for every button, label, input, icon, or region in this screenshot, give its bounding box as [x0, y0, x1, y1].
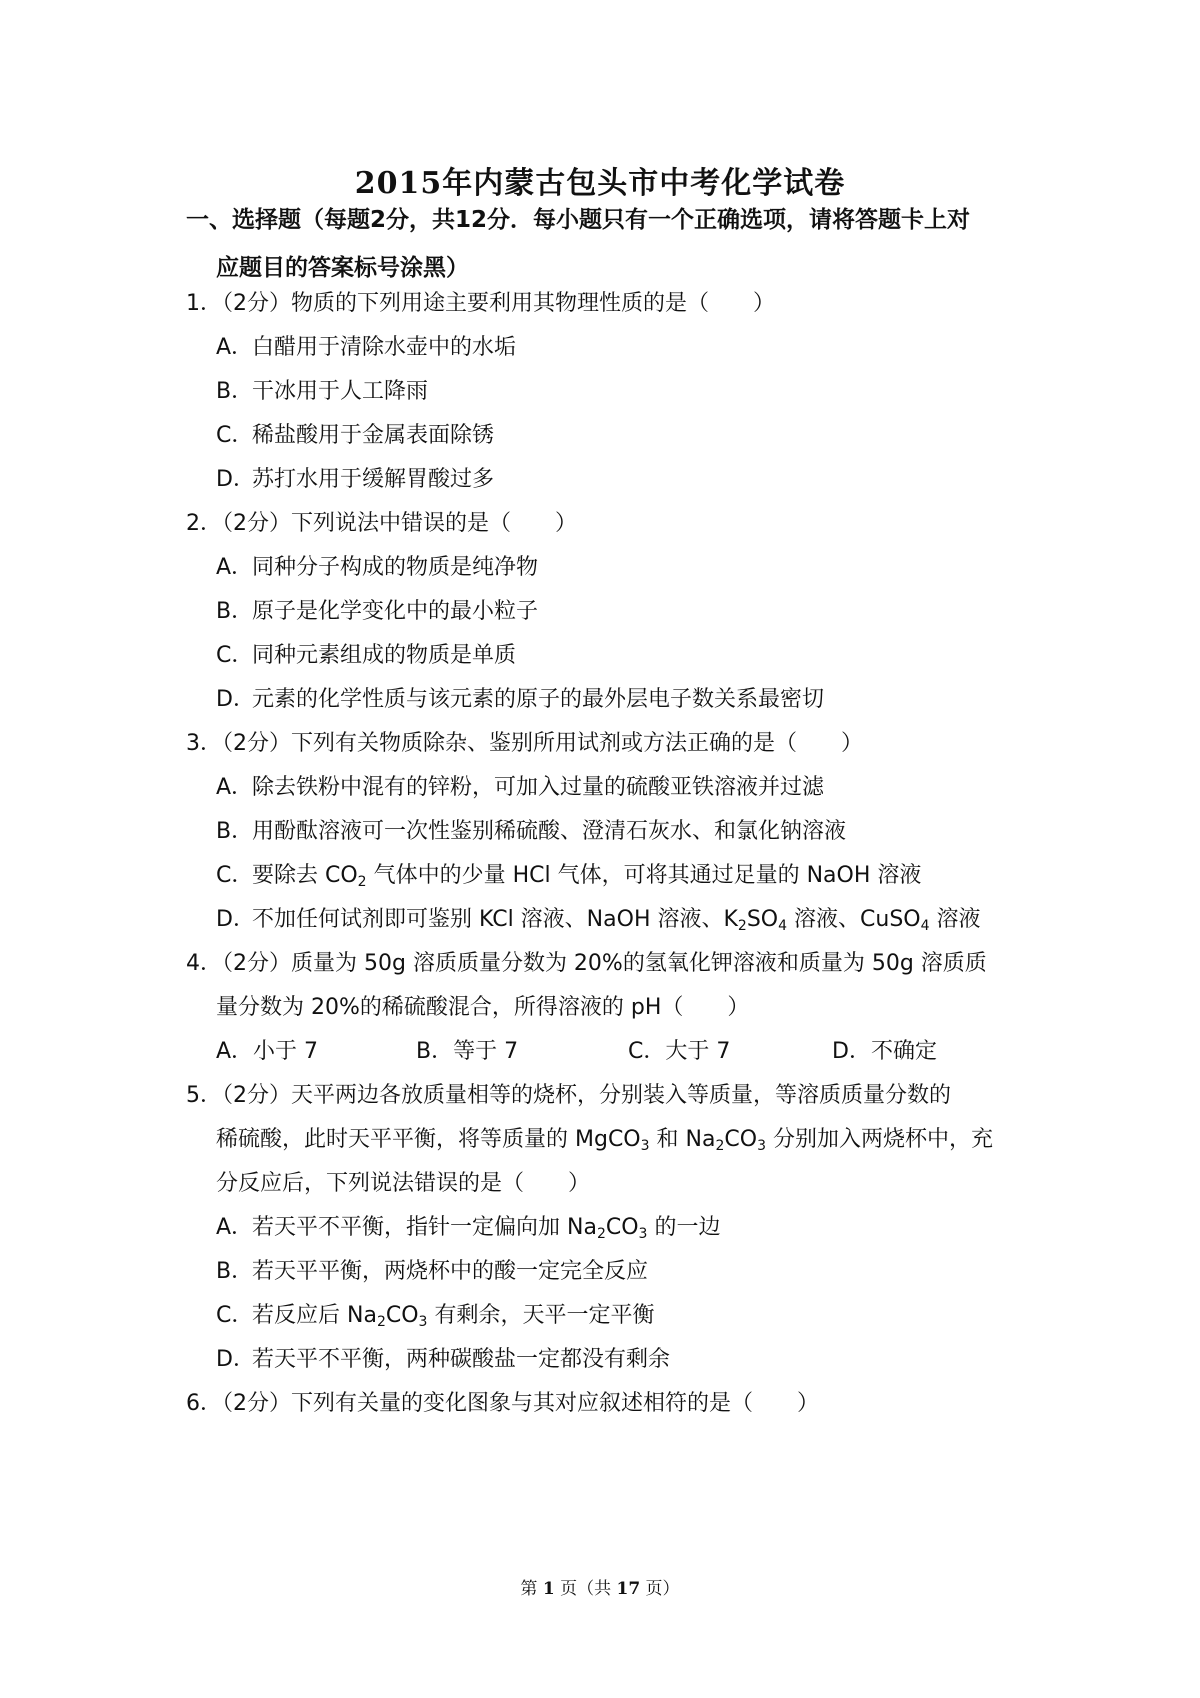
- section-heading: [186, 196, 1046, 292]
- question-4-option-a: A．小于 7: [216, 1039, 319, 1064]
- option-label: D．: [216, 467, 255, 492]
- option-label: A．: [216, 775, 254, 800]
- question-2-option-a: [216, 550, 538, 581]
- option-text: 白醋用于清除水壶中的水垢: [252, 335, 517, 360]
- option-label: D．: [216, 687, 255, 712]
- option-text: 若天平不平衡，指针一定偏向加 $Na_2CO_3$ 的一边: [252, 1215, 721, 1242]
- option-text: 同种分子构成的物质是纯净物: [252, 555, 539, 580]
- option-text: 要除去 $CO_2$ 气体中的少量 HCl 气体，可将其通过足量的 NaOH 溶液: [252, 863, 922, 890]
- option-label: C．: [216, 863, 254, 888]
- question-1-option-b: [216, 374, 428, 405]
- option-text: 若天平平衡，两烧杯中的酸一定完全反应: [252, 1259, 649, 1284]
- question-5-stem-line1: 5．（2分）天平两边各放质量相等的烧杯，分别装入等质量，等溶质质量分数的: [186, 1083, 951, 1108]
- option-label: A．: [216, 335, 254, 360]
- section-heading-line2: 应题目的答案标号涂黑）: [216, 255, 469, 281]
- question-4-stem-line1: 4．（2分）质量为 50g 溶质质量分数为 20%的氢氧化钾溶液和质量为 50g 溶质质: [186, 951, 987, 976]
- page-title: 2015年内蒙古包头市中考化学试卷: [354, 166, 846, 201]
- question-2-option-b: [216, 594, 538, 625]
- question-5-stem-line3: 分反应后，下列说法错误的是（ ）: [216, 1171, 591, 1196]
- option-text: 不加任何试剂即可鉴别 KCl 溶液、NaOH 溶液、$K_2SO_4$ 溶液、CuSO$_4$ 溶液: [252, 907, 981, 934]
- option-label: B．: [216, 599, 254, 624]
- option-text: 若反应后 $Na_2CO_3$ 有剩余，天平一定平衡: [252, 1303, 655, 1330]
- question-3-stem: 3．（2分）下列有关物质除杂、鉴别所用试剂或方法正确的是（ ）: [186, 731, 863, 756]
- question-3-option-d: [216, 902, 981, 934]
- section-heading-line1: 一、选择题（每题2分，共12分．每小题只有一个正确选项，请将答题卡上对: [186, 207, 971, 233]
- question-3-option-c: [216, 858, 921, 890]
- option-label: B．: [216, 379, 254, 404]
- question-3-option-a: [216, 770, 824, 801]
- page-footer: 第 1 页（共 17 页）: [520, 1579, 680, 1599]
- option-label: A．: [216, 555, 254, 580]
- option-text: 干冰用于人工降雨: [252, 379, 429, 404]
- question-5-option-b: [216, 1254, 648, 1285]
- question-2-option-d: [216, 682, 824, 713]
- question-4-option-c: C．大于 7: [628, 1039, 731, 1064]
- option-label: C．: [216, 643, 254, 668]
- question-1-stem: 1．（2分）物质的下列用途主要利用其物理性质的是（ ）: [186, 291, 775, 316]
- option-text: 除去铁粉中混有的锌粉，可加入过量的硫酸亚铁溶液并过滤: [252, 775, 825, 800]
- option-label: C．: [216, 423, 254, 448]
- question-4-stem-line2: 量分数为 20%的稀硫酸混合，所得溶液的 pH（ ）: [216, 995, 750, 1020]
- option-text: 元素的化学性质与该元素的原子的最外层电子数关系最密切: [252, 687, 825, 712]
- page-number: 1: [542, 1579, 555, 1599]
- question-1-option-d: [216, 462, 494, 493]
- question-4-option-d: D．不确定: [832, 1039, 937, 1064]
- question-5-stem-line2: 稀硫酸，此时天平平衡，将等质量的 MgCO$_3$ 和 $Na_2CO_3$ 分别加入两烧杯中，充: [216, 1127, 994, 1154]
- option-label: A．: [216, 1215, 254, 1240]
- option-text: 苏打水用于缓解胃酸过多: [252, 467, 495, 492]
- option-label: B．: [216, 1259, 254, 1284]
- question-4-options: [216, 1034, 976, 1064]
- question-1-option-a: [216, 330, 516, 361]
- option-label: D．: [216, 907, 255, 932]
- question-5-option-c: [216, 1298, 654, 1330]
- question-2-option-c: [216, 638, 516, 669]
- page-total: 17: [616, 1579, 641, 1599]
- option-text: 稀盐酸用于金属表面除锈: [252, 423, 495, 448]
- option-label: C．: [216, 1303, 254, 1328]
- option-text: 原子是化学变化中的最小粒子: [252, 599, 539, 624]
- option-label: B．: [216, 819, 254, 844]
- option-label: D．: [216, 1347, 255, 1372]
- option-text: 若天平不平衡，两种碳酸盐一定都没有剩余: [252, 1347, 671, 1372]
- question-5-option-d: [216, 1342, 670, 1373]
- question-5-option-a: [216, 1210, 720, 1242]
- option-text: 同种元素组成的物质是单质: [252, 643, 517, 668]
- question-4-option-b: B．等于 7: [416, 1039, 519, 1064]
- question-2-stem: 2．（2分）下列说法中错误的是（ ）: [186, 511, 577, 536]
- option-text: 用酚酞溶液可一次性鉴别稀硫酸、澄清石灰水、和氯化钠溶液: [252, 819, 847, 844]
- question-6-stem: 6．（2分）下列有关量的变化图象与其对应叙述相符的是（ ）: [186, 1391, 819, 1416]
- question-1-option-c: [216, 418, 494, 449]
- question-3-option-b: [216, 814, 846, 845]
